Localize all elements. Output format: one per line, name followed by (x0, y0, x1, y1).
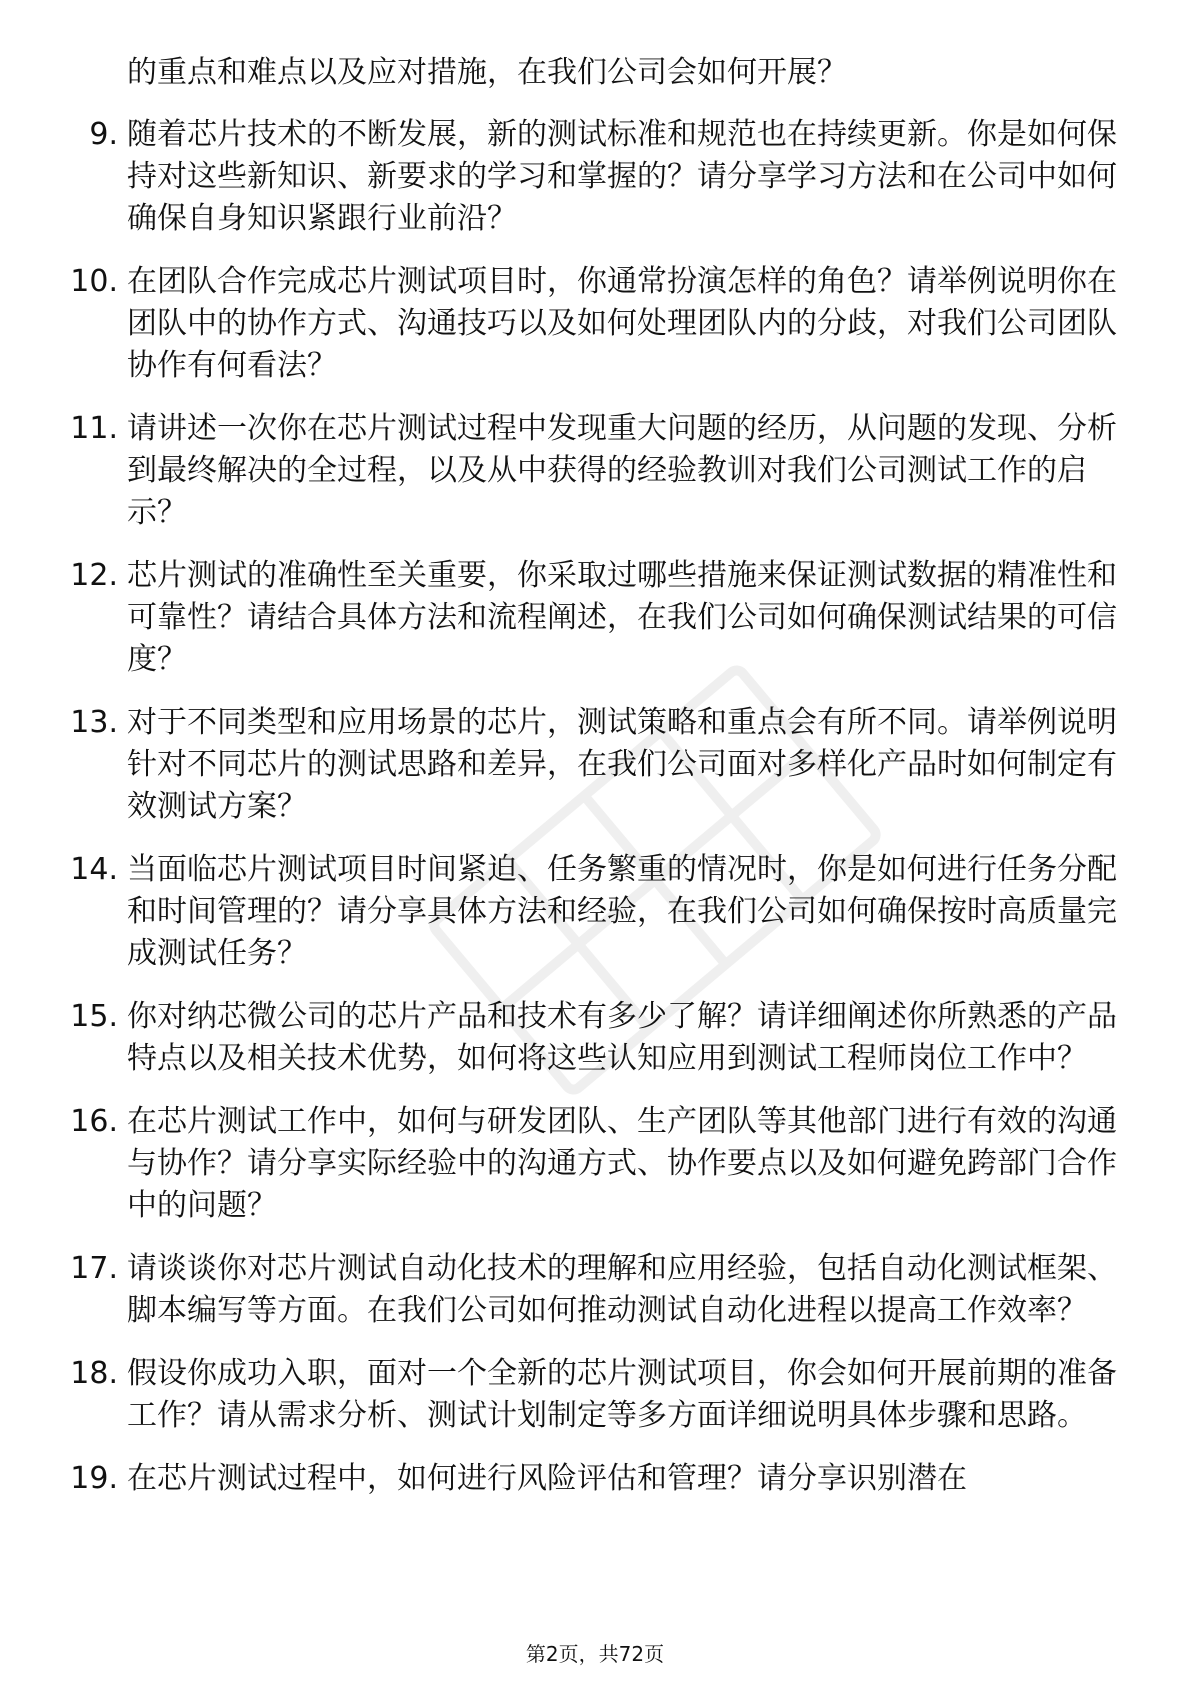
question-number: 12. (70, 558, 118, 593)
question-item-18 (0, 1353, 1190, 1437)
question-item-14 (0, 849, 1190, 975)
question-item-10 (0, 261, 1190, 387)
continued-question-text: 的重点和难点以及应对措施，在我们公司会如何开展？ (127, 55, 847, 90)
question-text: 随着芯片技术的不断发展，新的测试标准和规范也在持续更新。你是如何保持对这些新知识、新要求的学习和掌握的？请分享学习方法和在公司中如何确保自身知识紧跟行业前沿？ (127, 117, 1117, 236)
question-list (0, 114, 1190, 1521)
question-number: 11. (70, 411, 118, 446)
question-number: 17. (70, 1251, 118, 1286)
question-number: 9. (89, 117, 118, 152)
question-item-19 (0, 1458, 1190, 1500)
question-item-11 (0, 408, 1190, 534)
question-item-9 (0, 114, 1190, 240)
question-number: 10. (70, 264, 118, 299)
question-text: 对于不同类型和应用场景的芯片，测试策略和重点会有所不同。请举例说明针对不同芯片的测试思路和差异，在我们公司面对多样化产品时如何制定有效测试方案？ (127, 705, 1117, 824)
question-item-12 (0, 555, 1190, 681)
question-number: 19. (70, 1461, 118, 1496)
question-item-16 (0, 1101, 1190, 1227)
question-number: 15. (70, 999, 118, 1034)
question-text: 在团队合作完成芯片测试项目时，你通常扮演怎样的角色？请举例说明你在团队中的协作方式、沟通技巧以及如何处理团队内的分歧，对我们公司团队协作有何看法？ (127, 264, 1117, 383)
question-number: 18. (70, 1356, 118, 1391)
page-footer: 第2页，共72页 (525, 1642, 665, 1666)
question-item-17 (0, 1248, 1190, 1332)
question-text: 请讲述一次你在芯片测试过程中发现重大问题的经历，从问题的发现、分析到最终解决的全过程，以及从中获得的经验教训对我们公司测试工作的启示？ (127, 411, 1117, 530)
question-text: 在芯片测试过程中，如何进行风险评估和管理？请分享识别潜在 (127, 1461, 967, 1496)
question-text: 请谈谈你对芯片测试自动化技术的理解和应用经验，包括自动化测试框架、脚本编写等方面。在我们公司如何推动测试自动化进程以提高工作效率？ (127, 1251, 1117, 1328)
question-text: 在芯片测试工作中，如何与研发团队、生产团队等其他部门进行有效的沟通与协作？请分享实际经验中的沟通方式、协作要点以及如何避免跨部门合作中的问题？ (127, 1104, 1117, 1223)
question-text: 芯片测试的准确性至关重要，你采取过哪些措施来保证测试数据的精准性和可靠性？请结合具体方法和流程阐述，在我们公司如何确保测试结果的可信度？ (127, 558, 1117, 677)
question-item-13 (0, 702, 1190, 828)
question-text: 你对纳芯微公司的芯片产品和技术有多少了解？请详细阐述你所熟悉的产品特点以及相关技术优势，如何将这些认知应用到测试工程师岗位工作中？ (127, 999, 1117, 1076)
question-item-15 (0, 996, 1190, 1080)
question-text: 当面临芯片测试项目时间紧迫、任务繁重的情况时，你是如何进行任务分配和时间管理的？请分享具体方法和经验，在我们公司如何确保按时高质量完成测试任务？ (127, 852, 1117, 971)
question-number: 13. (70, 705, 118, 740)
question-number: 14. (70, 852, 118, 887)
question-number: 16. (70, 1104, 118, 1139)
question-text: 假设你成功入职，面对一个全新的芯片测试项目，你会如何开展前期的准备工作？请从需求分析、测试计划制定等多方面详细说明具体步骤和思路。 (127, 1356, 1117, 1433)
